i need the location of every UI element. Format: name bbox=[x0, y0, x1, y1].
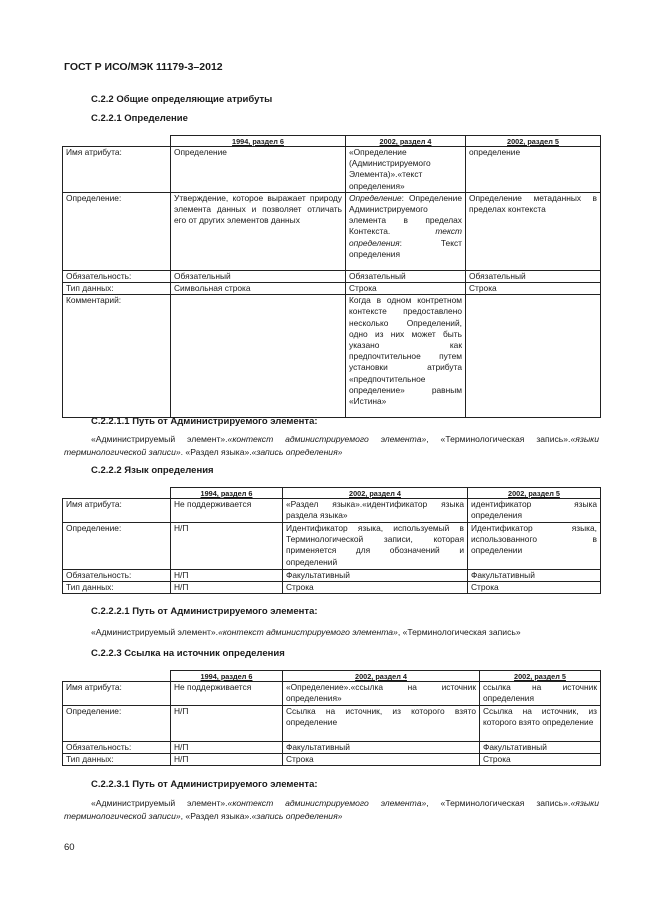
table-cell: Строка bbox=[480, 754, 601, 766]
table-cell bbox=[346, 192, 466, 270]
path-italic: «языки терминологической записи» bbox=[64, 434, 599, 457]
table-cell: Факультативный bbox=[283, 570, 468, 582]
column-header: 2002, раздел 4 bbox=[283, 488, 468, 499]
path-text: . «Раздел языка». bbox=[180, 447, 252, 457]
table-cell: Определение bbox=[171, 147, 346, 193]
row-label: Обязательность: bbox=[63, 270, 171, 282]
path-text: «Администрируемый элемент». bbox=[91, 434, 228, 444]
table-cell: Определение метаданных в пределах контекста bbox=[466, 192, 601, 270]
section-heading-c2221: С.2.2.2.1 Путь от Администрируемого элемента: bbox=[91, 606, 318, 617]
row-label: Обязательность: bbox=[63, 570, 171, 582]
table-cell: Н/П bbox=[171, 582, 283, 594]
table-cell: Факультативный bbox=[468, 570, 601, 582]
table-cell: Факультативный bbox=[480, 742, 601, 754]
row-label: Имя атрибута: bbox=[63, 147, 171, 193]
table-cell: Обязательный bbox=[466, 270, 601, 282]
table-cell: Н/П bbox=[171, 742, 283, 754]
column-header: 2002, раздел 5 bbox=[468, 488, 601, 499]
table-cell: «Определение (Администрируемого Элемента)».«текст определения» bbox=[346, 147, 466, 193]
document-header: ГОСТ Р ИСО/МЭК 11179-3–2012 bbox=[64, 61, 223, 73]
row-label: Определение: bbox=[63, 192, 171, 270]
section-heading-c2211: С.2.2.1.1 Путь от Администрируемого элемента: bbox=[91, 416, 318, 427]
table-cell bbox=[171, 295, 346, 418]
table-cell: Не поддерживается bbox=[171, 499, 283, 523]
table-cell: «Раздел языка».«идентификатор языка раздела языка» bbox=[283, 499, 468, 523]
table-cell: Строка bbox=[346, 283, 466, 295]
table-cell: Факультативный bbox=[283, 742, 480, 754]
table-cell: определение bbox=[466, 147, 601, 193]
path-italic: «контекст администрируемого элемента» bbox=[218, 627, 398, 637]
column-header: 2002, раздел 5 bbox=[466, 136, 601, 147]
row-label: Имя атрибута: bbox=[63, 682, 171, 706]
table-cell: Строка bbox=[466, 283, 601, 295]
column-header: 1994, раздел 6 bbox=[171, 671, 283, 682]
path-italic: «запись определения» bbox=[251, 447, 343, 457]
table-cell: Идентификатор языка, используемый в Терминологической записи, которая применяется для обозначений и определений bbox=[283, 523, 468, 570]
table-cell: Строка bbox=[283, 582, 468, 594]
cell-text: : Текст определения bbox=[349, 237, 462, 259]
table-corner bbox=[63, 488, 171, 499]
table-cell: Н/П bbox=[171, 754, 283, 766]
path-text: «Администрируемый элемент». bbox=[91, 627, 219, 637]
table-cell: Н/П bbox=[171, 570, 283, 582]
table-cell: Когда в одном контретном контексте предоставлено несколько Определений, одно из них может быть указано как предпочтительное путем установки атрибута «предпочтительное определение» равным «Истина» bbox=[346, 295, 466, 418]
table-cell bbox=[466, 295, 601, 418]
path-text: , «Терминологическая запись». bbox=[426, 434, 571, 444]
table-cell: Н/П bbox=[171, 706, 283, 742]
table-corner bbox=[63, 136, 171, 147]
table-corner bbox=[63, 671, 171, 682]
section-heading-c223: С.2.2.3 Ссылка на источник определения bbox=[91, 648, 285, 659]
column-header: 2002, раздел 4 bbox=[346, 136, 466, 147]
table-cell: Обязательный bbox=[171, 270, 346, 282]
table-cell: Символьная строка bbox=[171, 283, 346, 295]
path-paragraph-3 bbox=[64, 797, 599, 823]
definition-attribute-table bbox=[62, 135, 601, 418]
table-cell: Идентификатор языка, использованного в определении bbox=[468, 523, 601, 570]
table-cell: идентификатор языка определения bbox=[468, 499, 601, 523]
path-italic: «языки терминологической записи» bbox=[64, 798, 599, 821]
path-text: , «Раздел языка». bbox=[180, 811, 252, 821]
column-header: 1994, раздел 6 bbox=[171, 488, 283, 499]
path-text: , «Терминологическая запись». bbox=[426, 798, 571, 808]
column-header: 2002, раздел 4 bbox=[283, 671, 480, 682]
section-heading-c221: С.2.2.1 Определение bbox=[91, 113, 188, 124]
table-cell: ссылка на источник определения bbox=[480, 682, 601, 706]
row-label: Комментарий: bbox=[63, 295, 171, 418]
row-label: Определение: bbox=[63, 523, 171, 570]
path-text: «Администрируемый элемент». bbox=[91, 798, 228, 808]
section-heading-c2231: С.2.2.3.1 Путь от Администрируемого элемента: bbox=[91, 779, 318, 790]
section-heading-c22: С.2.2 Общие определяющие атрибуты bbox=[91, 94, 273, 105]
path-paragraph-1 bbox=[64, 433, 599, 459]
table-cell: Строка bbox=[283, 754, 480, 766]
row-label: Имя атрибута: bbox=[63, 499, 171, 523]
table-cell: Ссылка на источник, из которого взято определение bbox=[283, 706, 480, 742]
definition-source-table bbox=[62, 670, 601, 766]
row-label: Тип данных: bbox=[63, 582, 171, 594]
table-cell: Обязательный bbox=[346, 270, 466, 282]
row-label: Тип данных: bbox=[63, 754, 171, 766]
row-label: Определение: bbox=[63, 706, 171, 742]
table-cell: Утверждение, которое выражает природу элемента данных и позволяет отличать его от других элементов данных bbox=[171, 192, 346, 270]
table-cell: Строка bbox=[468, 582, 601, 594]
definition-language-table bbox=[62, 487, 601, 594]
table-cell: Не поддерживается bbox=[171, 682, 283, 706]
path-italic: «контекст администрируемого элемента» bbox=[227, 798, 427, 808]
row-label: Обязательность: bbox=[63, 742, 171, 754]
column-header: 2002, раздел 5 bbox=[480, 671, 601, 682]
path-italic: «запись определения» bbox=[251, 811, 343, 821]
path-text: , «Терминологическая запись» bbox=[397, 627, 521, 637]
term-italic: Определение bbox=[349, 192, 402, 203]
page-number: 60 bbox=[64, 842, 75, 853]
path-paragraph-2 bbox=[64, 626, 599, 639]
column-header: 1994, раздел 6 bbox=[171, 136, 346, 147]
table-cell: «Определение».«ссылка на источник определения» bbox=[283, 682, 480, 706]
term-italic: текст определения bbox=[349, 226, 462, 248]
table-cell: Ссылка на источник, из которого взято определение bbox=[480, 706, 601, 742]
section-heading-c222: С.2.2.2 Язык определения bbox=[91, 465, 214, 476]
table-cell: Н/П bbox=[171, 523, 283, 570]
row-label: Тип данных: bbox=[63, 283, 171, 295]
cell-text: : Определение Администрируемого элемента в пределах Контекста. bbox=[349, 192, 462, 237]
path-italic: «контекст администрируемого элемента» bbox=[227, 434, 427, 444]
